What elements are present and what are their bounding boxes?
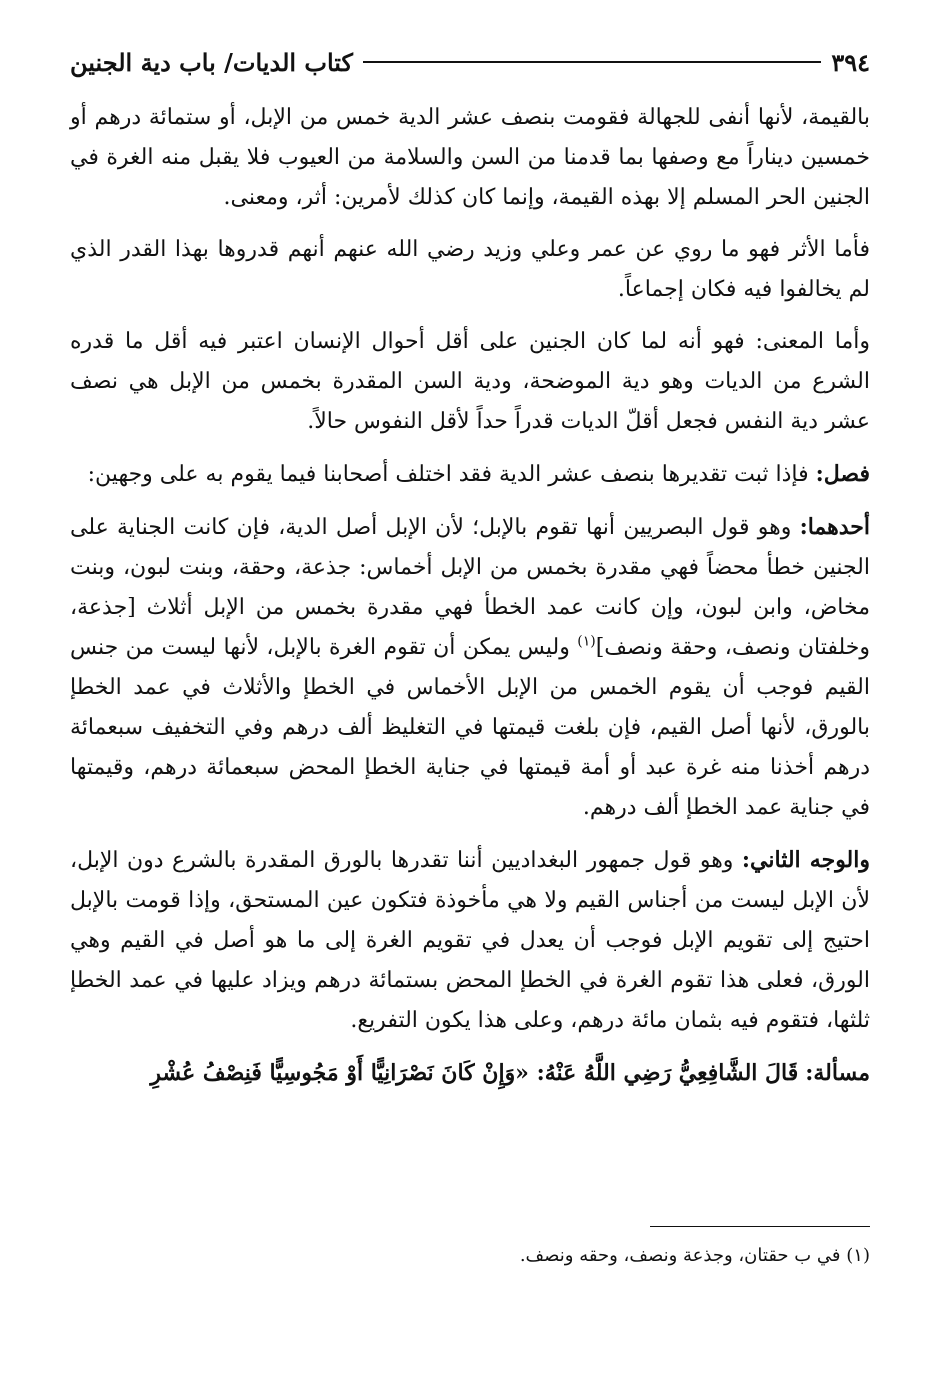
paragraph	[70, 1053, 870, 1094]
footnote-reference[interactable]: (١)	[577, 633, 596, 650]
paragraph-text: وهو قول جمهور البغداديين أننا تقدرها بالورق المقدرة بالشرع دون الإبل، لأن الإبل ليست من أجناس القيم ولا هي مأخوذة فتكون عين المستحق، وإذا قومت بالإبل احتيج إلى تقويم الإبل فوجب أن يعدل في تقويم الغرة إلى ما هو أصل في القيم وهي الورق، فعلى هذا تقوم الغرة في الخطإ المحض بستمائة درهم ويزاد عليها في عمد الخطإ ثلثها، فتقوم فيه بثمان مائة درهم، وعلى هذا يكون التفريع.	[70, 848, 870, 1033]
paragraph	[70, 840, 870, 1041]
page-number: ٣٩٤	[831, 47, 870, 77]
section-lead: والوجه الثاني:	[741, 847, 870, 873]
paragraph-text: بالقيمة، لأنها أنفى للجهالة فقومت بنصف عشر الدية خمس من الإبل، أو ستمائة درهم أو خمسين ديناراً مع وصفها بما قدمنا من السن والسلامة من العيوب فلا يقبل منه الغرة في الجنين الحر المسلم إلا بهذه القيمة، وإنما كان كذلك لأمرين: أثر، ومعنى.	[70, 105, 870, 210]
paragraph	[70, 98, 870, 218]
paragraph-text: وأما المعنى: فهو أنه لما كان الجنين على أقل أحوال الإنسان اعتبر فيه أقل ما قدره الشرع من الديات وهو دية الموضحة، ودية السن المقدرة بخمس من الإبل هي نصف عشر دية النفس فجعل أقلّ الديات قدراً حداً لأقل النفوس حالاً.	[70, 329, 870, 434]
page-body	[70, 98, 870, 1094]
paragraph	[70, 230, 870, 310]
paragraph-text: فأما الأثر فهو ما روي عن عمر وعلي وزيد رضي الله عنهم أنهم قدروها بهذا القدر الذي لم يخالفوا فيه فكان إجماعاً.	[70, 237, 870, 302]
paragraph-text: وهو قول البصريين أنها تقوم بالإبل؛ لأن الإبل أصل الدية، فإن كانت الجناية على الجنين خطأ محضاً فهي مقدرة بخمس من الإبل أخماس: جذعة، وحقة، وبنت لبون، وبنت مخاض، وابن لبون، وإن كانت عمد الخطأ فهي مقدرة بخمس من الإبل أثلاث [جذعة، وخلفتان ونصف، وحقة ونصف]	[70, 515, 870, 660]
section-lead: مسألة:	[805, 1060, 870, 1086]
paragraph	[70, 322, 870, 442]
page-header	[70, 40, 870, 84]
footnote: (١) في ب حقتان، وجذعة ونصف، وحقه ونصف.	[519, 1245, 870, 1266]
header-rule	[363, 61, 821, 63]
paragraph	[70, 507, 870, 828]
section-lead: أحدهما:	[799, 514, 870, 540]
running-title: كتاب الديات/ باب دية الجنين	[70, 47, 353, 77]
section-lead: فصل:	[815, 461, 870, 487]
book-page	[70, 40, 870, 1350]
paragraph	[70, 454, 870, 495]
quoted-text: قَالَ الشَّافِعِيُّ رَضِي اللَّهُ عَنْهُ: «وَإِنْ كَانَ نَصْرَانِيًّا أَوْ مَجُوسِيًّا فَنِصْفُ عُشْرِ	[150, 1060, 799, 1086]
footnote-divider	[650, 1226, 870, 1227]
paragraph-text: فإذا ثبت تقديرها بنصف عشر الدية فقد اختلف أصحابنا فيما يقوم به على وجهين:	[87, 462, 809, 487]
paragraph-text: وليس يمكن أن تقوم الغرة بالإبل، لأنها ليست من جنس القيم فوجب أن يقوم الخمس من الإبل الأخماس في الخطإ والأثلاث في عمد الخطإ بالورق، لأنها أصل القيم، فإن بلغت قيمتها في التغليظ ألف درهم وفي التخفيف سبعمائة درهم أخذنا منه غرة عبد أو أمة قيمتها في جناية الخطإ المحض سبعمائة درهم، وقيمتها في جناية عمد الخطإ ألف درهم.	[70, 635, 870, 820]
